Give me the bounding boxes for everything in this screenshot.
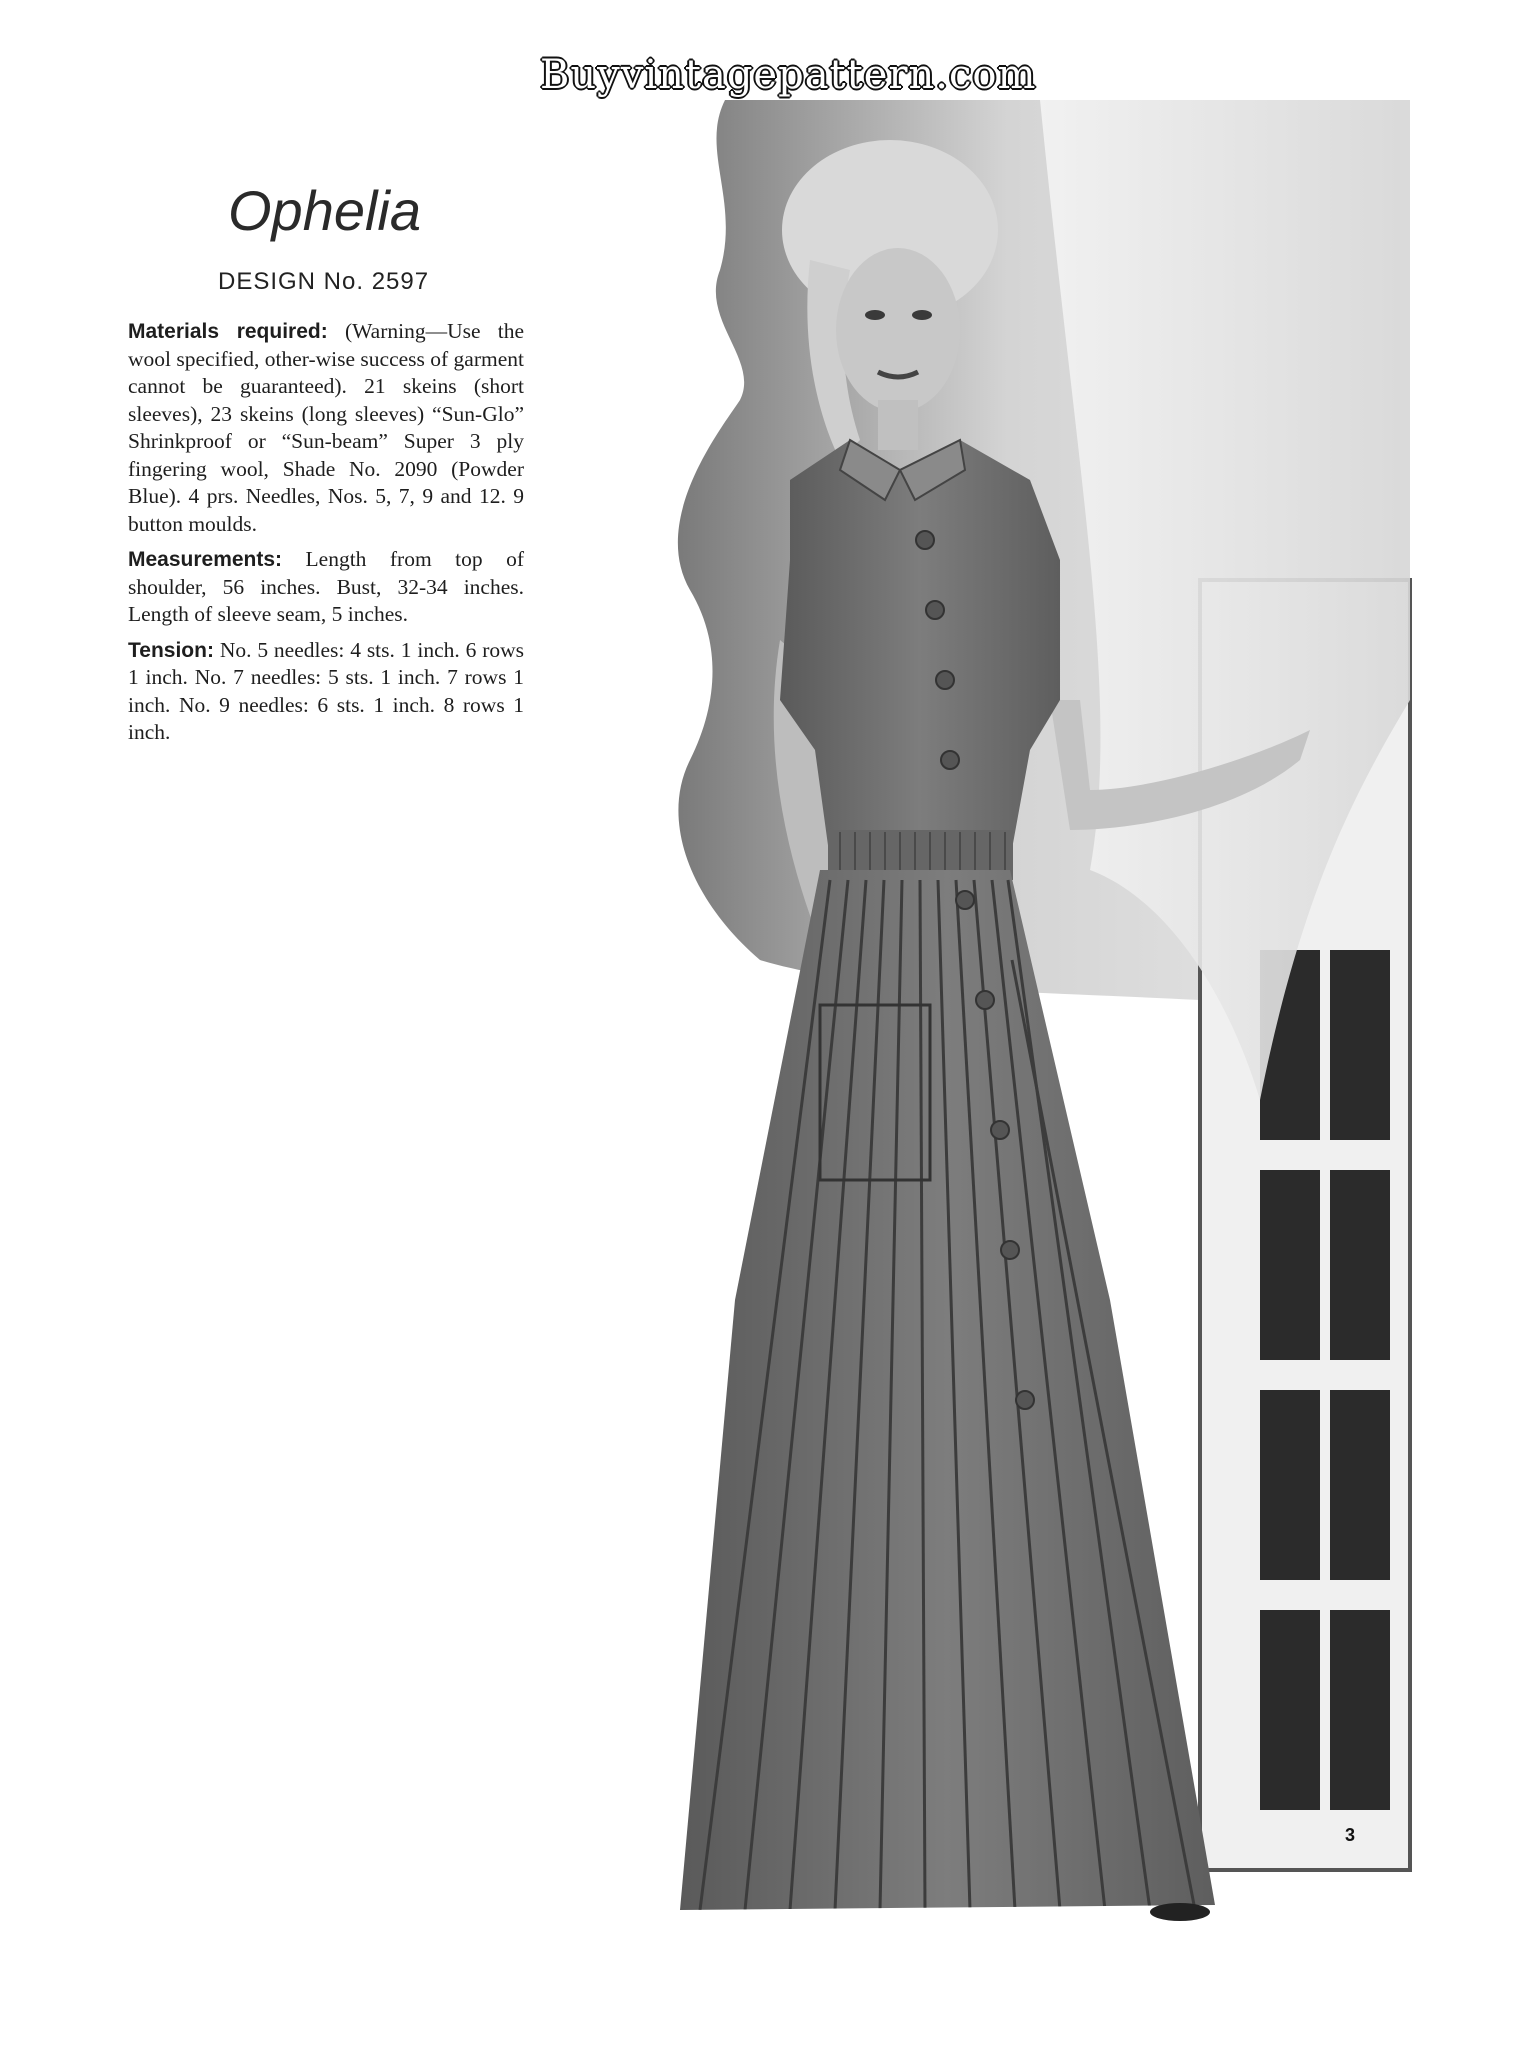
shoe: [1150, 1903, 1210, 1921]
knitted-bodice: [780, 440, 1060, 860]
face: [836, 248, 960, 412]
design-number: DESIGN No. 2597: [218, 268, 430, 295]
materials-label: Materials required:: [128, 320, 328, 343]
site-watermark: Buyvintagepattern.com: [540, 52, 1037, 98]
page-number: 3: [1345, 1825, 1356, 1845]
tension-text: No. 5 needles: 4 sts. 1 inch. 6 rows 1 inch. No. 7 needles: 5 sts. 1 inch. 7 rows 1 inch. No. 9 needles: 6 sts. 1 inch. 8 rows 1 inch.: [128, 637, 525, 744]
measurements-label: Measurements:: [128, 548, 283, 571]
materials-text: (Warning—Use the wool specified, other-wise success of garment cannot be guaranteed). 21 skeins (short sleeves), 23 skeins (long sleeves) “Sun-Glo” Shrinkproof or “Sun-beam” Super 3 ply fingering wool, Shade No. 2090 (Powder Blue). 4 prs. Needles, Nos. 5, 7, 9 and 12. 9 button moulds.: [128, 319, 524, 536]
pattern-title: Ophelia: [228, 179, 422, 242]
measurements-text: Length from top of shoulder, 56 inches. Bust, 32-34 inches. Length of sleeve seam, 5 inches.: [128, 547, 525, 626]
tension-label: Tension:: [128, 638, 214, 662]
